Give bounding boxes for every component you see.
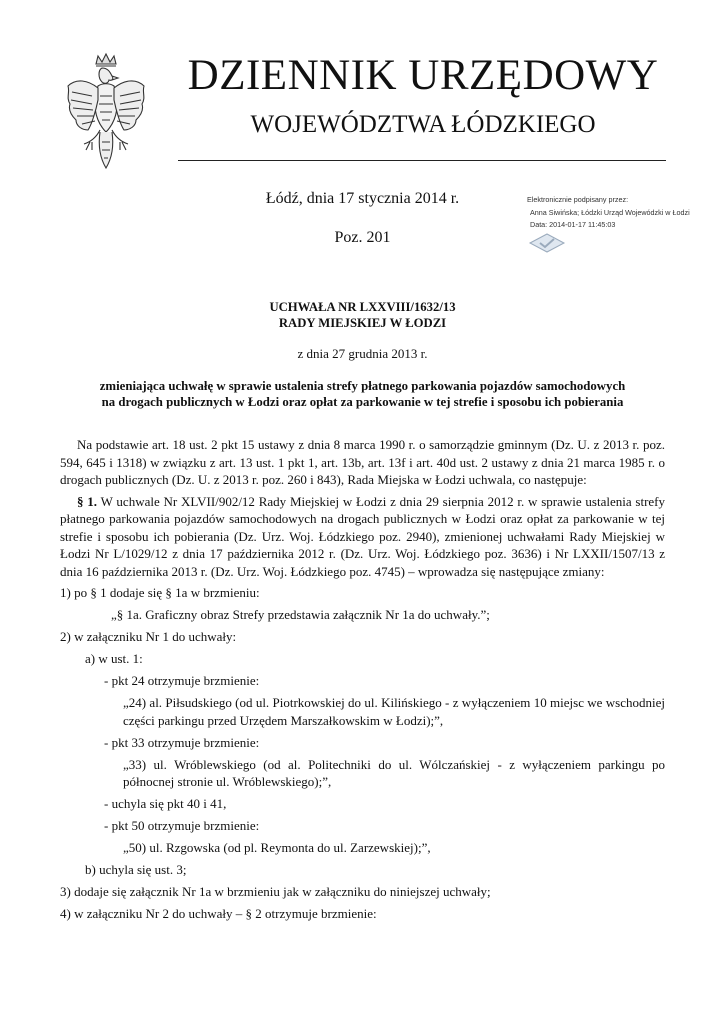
signature-date: Data: 2014-01-17 11:45:03 [530, 220, 616, 229]
eagle-emblem-icon [62, 50, 150, 175]
list-item: 1) po § 1 dodaje się § 1a w brzmieniu: [60, 585, 260, 600]
resolution-title [0, 299, 725, 331]
resolution-subject [60, 378, 665, 410]
header-divider [178, 160, 666, 161]
list-item: b) uchyla się ust. 3; [85, 862, 187, 877]
resolution-number: UCHWAŁA NR LXXVIII/1632/13 [269, 300, 456, 314]
list-item: a) w ust. 1: [85, 651, 143, 666]
issue-date: Łódź, dnia 17 stycznia 2014 r. [265, 190, 460, 207]
signature-signer: Anna Siwińska; Łódzki Urząd Wojewódzki w Łodzi [530, 207, 690, 217]
subject-line-1: zmieniająca uchwałę w sprawie ustalenia strefy płatnego parkowania pojazdów samochodowych [99, 379, 626, 393]
list-item: - pkt 33 otrzymuje brzmienie: [104, 734, 260, 750]
resolution-council: RADY MIEJSKIEJ W ŁODZI [278, 316, 447, 330]
list-item: „50) ul. Rzgowska (od pl. Reymonta do ul. Zarzewskiej);”, [123, 840, 431, 855]
list-item: - uchyla się pkt 40 i 41, [104, 796, 227, 811]
electronic-signature [527, 194, 707, 232]
section-1-label: § 1. [77, 493, 98, 509]
document-body [60, 436, 665, 927]
list-item: „24) al. Piłsudskiego (od ul. Piotrkowskiej do ul. Kilińskiego - z wyłączeniem 10 miejsc we wschodniej części parkingu przed Urzędem Marszałkowskim w Łodzi);”, [123, 695, 665, 728]
signature-check-icon [528, 232, 566, 254]
list-item: - pkt 50 otrzymuje brzmienie: [104, 818, 260, 833]
resolution-date: z dnia 27 grudnia 2013 r. [297, 346, 428, 361]
preamble: Na podstawie art. 18 ust. 2 pkt 15 ustawy z dnia 8 marca 1990 r. o samorządzie gminnym (Dz. U. z 2013 r. poz. 594, 645 i 1318) w związku z art. 13 ust. 1 pkt 1, art. 13b, art. 13f i art. 40d ust. 2 ustawy z dnia 21 marca 1985 r. o drogach publicznych (Dz. U. z 2013 r. poz. 260 i 843), Rada Miejska w Łodzi uchwala, co następuje: [60, 437, 665, 487]
list-item: 3) dodaje się załącznik Nr 1a w brzmieniu jak w załączniku do niniejszej uchwały; [60, 884, 491, 899]
subject-line-2: na drogach publicznych w Łodzi oraz opłat za parkowanie w tej strefie i sposobu ich pobierania [101, 395, 624, 409]
list-item: „§ 1a. Graficzny obraz Strefy przedstawia załącznik Nr 1a do uchwały.”; [111, 607, 490, 622]
signature-label: Elektronicznie podpisany przez: [527, 195, 629, 204]
list-item: 4) w załączniku Nr 2 do uchwały – § 2 otrzymuje brzmienie: [60, 906, 377, 921]
list-item: 2) w załączniku Nr 1 do uchwały: [60, 629, 237, 644]
position-number: Poz. 201 [334, 229, 391, 246]
section-1-text: W uchwale Nr XLVII/902/12 Rady Miejskiej w Łodzi z dnia 29 sierpnia 2012 r. w sprawie ustalenia strefy płatnego parkowania pojazdów samochodowych na drogach publicznych w Łodzi oraz opłat za parkowanie w tej strefie i sposobu ich pobierania (Dz. Urz. Woj. Łódzkiego poz. 2940), zmienionej uchwałami Rady Miejskiej w Łodzi Nr L/1029/12 z dnia 17 października 2012 r. (Dz. Urz. Woj. Łódzkiego poz. 3636) i Nr LXXII/1507/13 z dnia 16 października 2013 r. (Dz. Urz. Woj. Łódzkiego poz. 4745) – wprowadza się następujące zmiany: [60, 493, 666, 579]
publication-title: DZIENNIK URZĘDOWY [187, 52, 659, 99]
section-1 [60, 493, 665, 581]
list-item: - pkt 24 otrzymuje brzmienie: [104, 673, 260, 688]
publication-subtitle: WOJEWÓDZTWA ŁÓDZKIEGO [250, 111, 596, 138]
list-item: „33) ul. Wróblewskiego (od al. Politechniki do ul. Wólczańskiej - z wyłączeniem parkingu po północnej stronie ul. Wróblewskiego);”, [123, 756, 665, 789]
